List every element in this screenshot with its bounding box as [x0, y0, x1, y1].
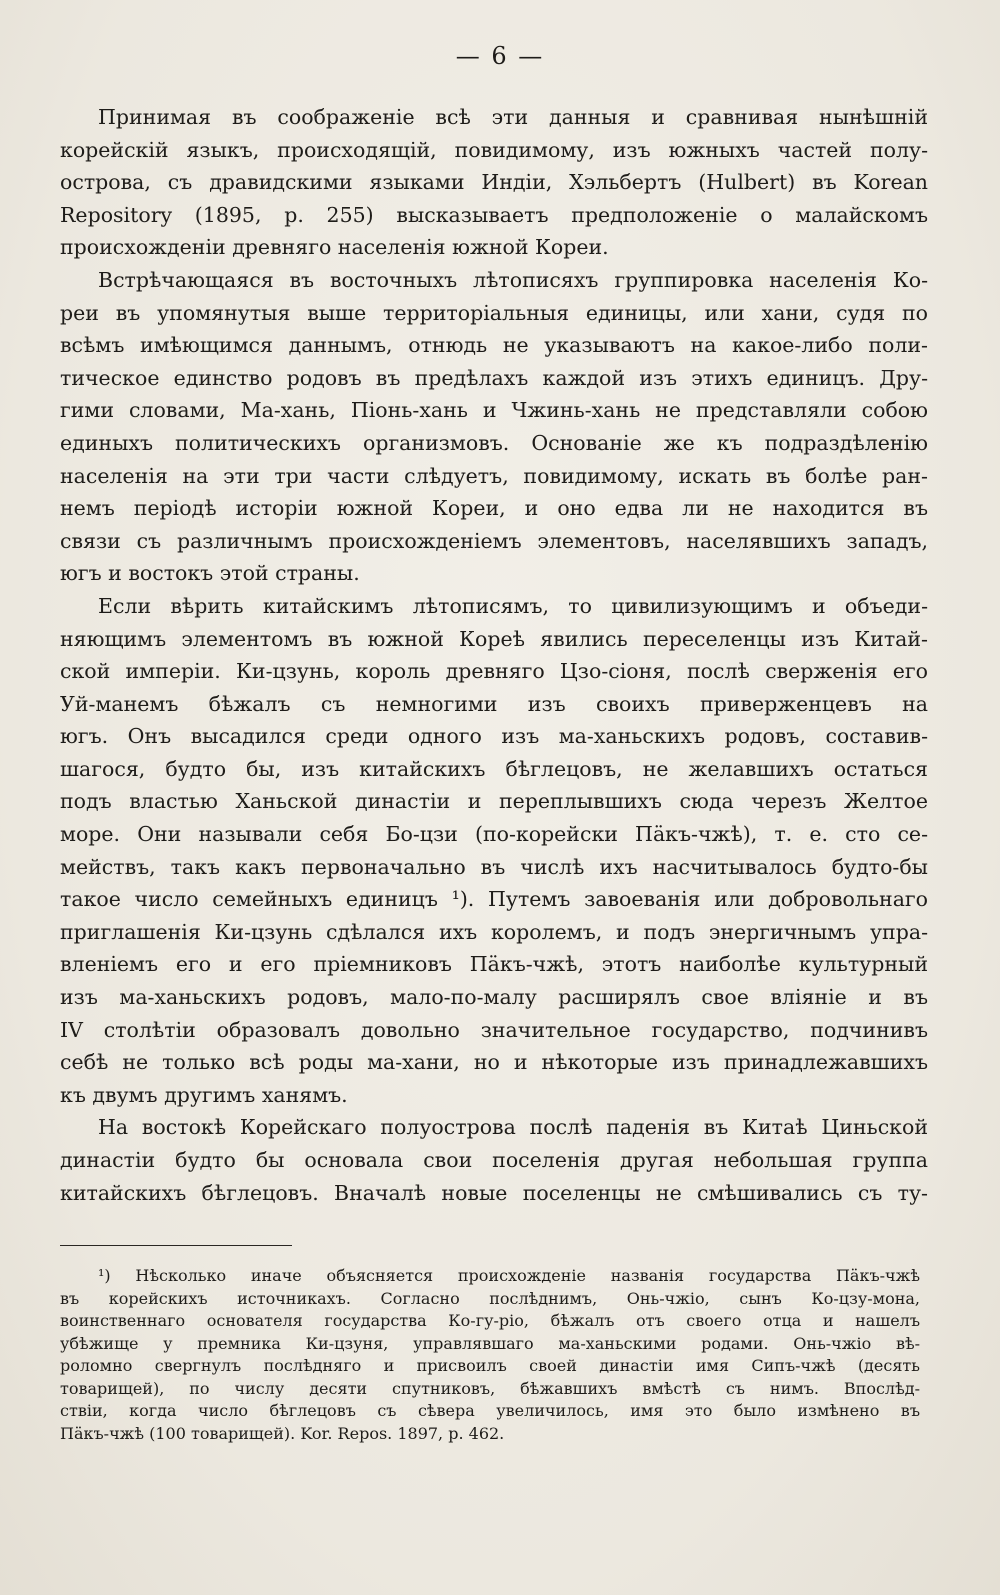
text-line: югъ и востокъ этой страны.: [60, 561, 360, 586]
text-line: острова, съ дравидскими языками Индіи, Хэльбертъ (Hulbert) въ Korean: [60, 170, 928, 195]
footnote-line: товарищей), по числу десяти спутниковъ, бѣжавшихъ вмѣстѣ съ нимъ. Впослѣд-: [60, 1378, 920, 1398]
footnote-line: воинственнаго основателя государства Ко-гу-ріо, бѣжалъ отъ своего отца и нашелъ: [60, 1311, 920, 1330]
text-line: всѣмъ имѣющимся даннымъ, отнюдь не указываютъ на какое-либо поли-: [60, 333, 928, 358]
text-line: немъ періодѣ исторіи южной Кореи, и оно едва ли не находится въ: [60, 496, 928, 521]
text-line: вленіемъ его и его пріемниковъ Пäкъ-чжѣ, этотъ наиболѣе культурный: [60, 952, 928, 977]
footnote-line: убѣжище у премника Ки-цзуня, управлявшаго ма-ханьскими родами. Онь-чжіо вѣ-: [60, 1333, 920, 1353]
text-line: Встрѣчающаяся въ восточныхъ лѣтописяхъ группировка населенія Ко-: [98, 267, 928, 292]
text-line: тическое единство родовъ въ предѣлахъ каждой изъ этихъ единицъ. Дру-: [60, 365, 928, 390]
text-line: югъ. Онъ высадился среди одного изъ ма-ханьскихъ родовъ, составив-: [60, 724, 928, 749]
text-line: связи съ различнымъ происхожденіемъ элементовъ, населявшихъ западъ,: [60, 528, 928, 553]
text-line: реи въ упомянутыя выше территоріальныя единицы, или хани, судя по: [60, 300, 928, 325]
page-number: — 6 —: [455, 42, 545, 70]
text-line: гими словами, Ма-хань, Піонь-хань и Чжинь-хань не представляли собою: [60, 398, 928, 423]
text-line: мействъ, такъ какъ первоначально въ числѣ ихъ насчитывалось будто-бы: [60, 854, 928, 879]
text-line: Принимая въ соображеніе всѣ эти данныя и сравнивая нынѣшній: [98, 105, 928, 129]
text-line: единыхъ политическихъ организмовъ. Основаніе же къ подраздѣленію: [60, 430, 928, 455]
footnote-line: ¹) Нѣсколько иначе объясняется происхожденіе названія государства Пäкъ-чжѣ: [98, 1266, 920, 1285]
text-line: шагося, будто бы, изъ китайскихъ бѣглецовъ, не желавшихъ остаться: [60, 756, 928, 781]
footnote-line: роломно свергнулъ послѣдняго и присвоилъ своей династіи имя Сипъ-чжѣ (десять: [60, 1356, 920, 1375]
text-line: населенія на эти три части слѣдуетъ, повидимому, искать въ болѣе ран-: [60, 463, 928, 488]
footnote-divider: [60, 1245, 292, 1246]
footnote: [60, 1265, 920, 1445]
text-line: Уй-манемъ бѣжалъ съ немногими изъ своихъ приверженцевъ на: [60, 691, 928, 716]
text-line: происхожденіи древняго населенія южной Кореи.: [60, 235, 609, 260]
text-line: корейскій языкъ, происходящій, повидимому, изъ южныхъ частей полу-: [60, 137, 928, 162]
text-line: изъ ма-ханьскихъ родовъ, мало-по-малу расширялъ свое вліяніе и въ: [60, 985, 928, 1010]
text-line: IV столѣтіи образовалъ довольно значительное государство, подчинивъ: [60, 1017, 928, 1042]
footnote-line: ствіи, когда число бѣглецовъ съ сѣвера увеличилось, имя это было измѣнено въ: [60, 1401, 920, 1420]
text-line: китайскихъ бѣглецовъ. Вначалѣ новые поселенцы не смѣшивались съ ту-: [60, 1180, 928, 1205]
paragraph: [60, 590, 928, 1112]
text-line: няющимъ элементомъ въ южной Кореѣ явились переселенцы изъ Китай-: [60, 626, 928, 651]
footnote-line: въ корейскихъ источникахъ. Согласно послѣднимъ, Онь-чжіо, сынъ Ко-цзу-мона,: [60, 1288, 920, 1308]
footnote-line: Пäкъ-чжѣ (100 товарищей). Kor. Repos. 1897, p. 462.: [60, 1423, 505, 1443]
text-line: На востокѣ Корейскаго полуострова послѣ паденія въ Китаѣ Циньской: [98, 1115, 928, 1140]
text-line: приглашенія Ки-цзунь сдѣлался ихъ королемъ, и подъ энергичнымъ упра-: [60, 919, 928, 944]
text-line: династіи будто бы основала свои поселенія другая небольшая группа: [60, 1148, 928, 1172]
text-line: такое число семейныхъ единицъ ¹). Путемъ завоеванія или добровольнаго: [60, 887, 928, 912]
main-text: [60, 101, 928, 1209]
text-line: къ двумъ другимъ ханямъ.: [60, 1082, 348, 1107]
paragraph: [60, 264, 928, 590]
paragraph: [60, 1111, 928, 1209]
text-line: Если вѣрить китайскимъ лѣтописямъ, то цивилизующимъ и объеди-: [98, 593, 928, 618]
text-line: море. Они называли себя Бо-цзи (по-корейски Пäкъ-чжѣ), т. е. сто се-: [60, 822, 928, 847]
text-line: Repository (1895, p. 255) высказываетъ предположеніе о малайскомъ: [60, 202, 928, 227]
text-line: подъ властью Ханьской династіи и переплывшихъ сюда черезъ Желтое: [60, 789, 928, 814]
paragraph: [60, 101, 928, 264]
text-line: себѣ не только всѣ роды ма-хани, но и нѣкоторые изъ принадлежавшихъ: [60, 1050, 928, 1075]
text-line: ской имперіи. Ки-цзунь, король древняго Цзо-сіоня, послѣ сверженія его: [60, 659, 928, 684]
